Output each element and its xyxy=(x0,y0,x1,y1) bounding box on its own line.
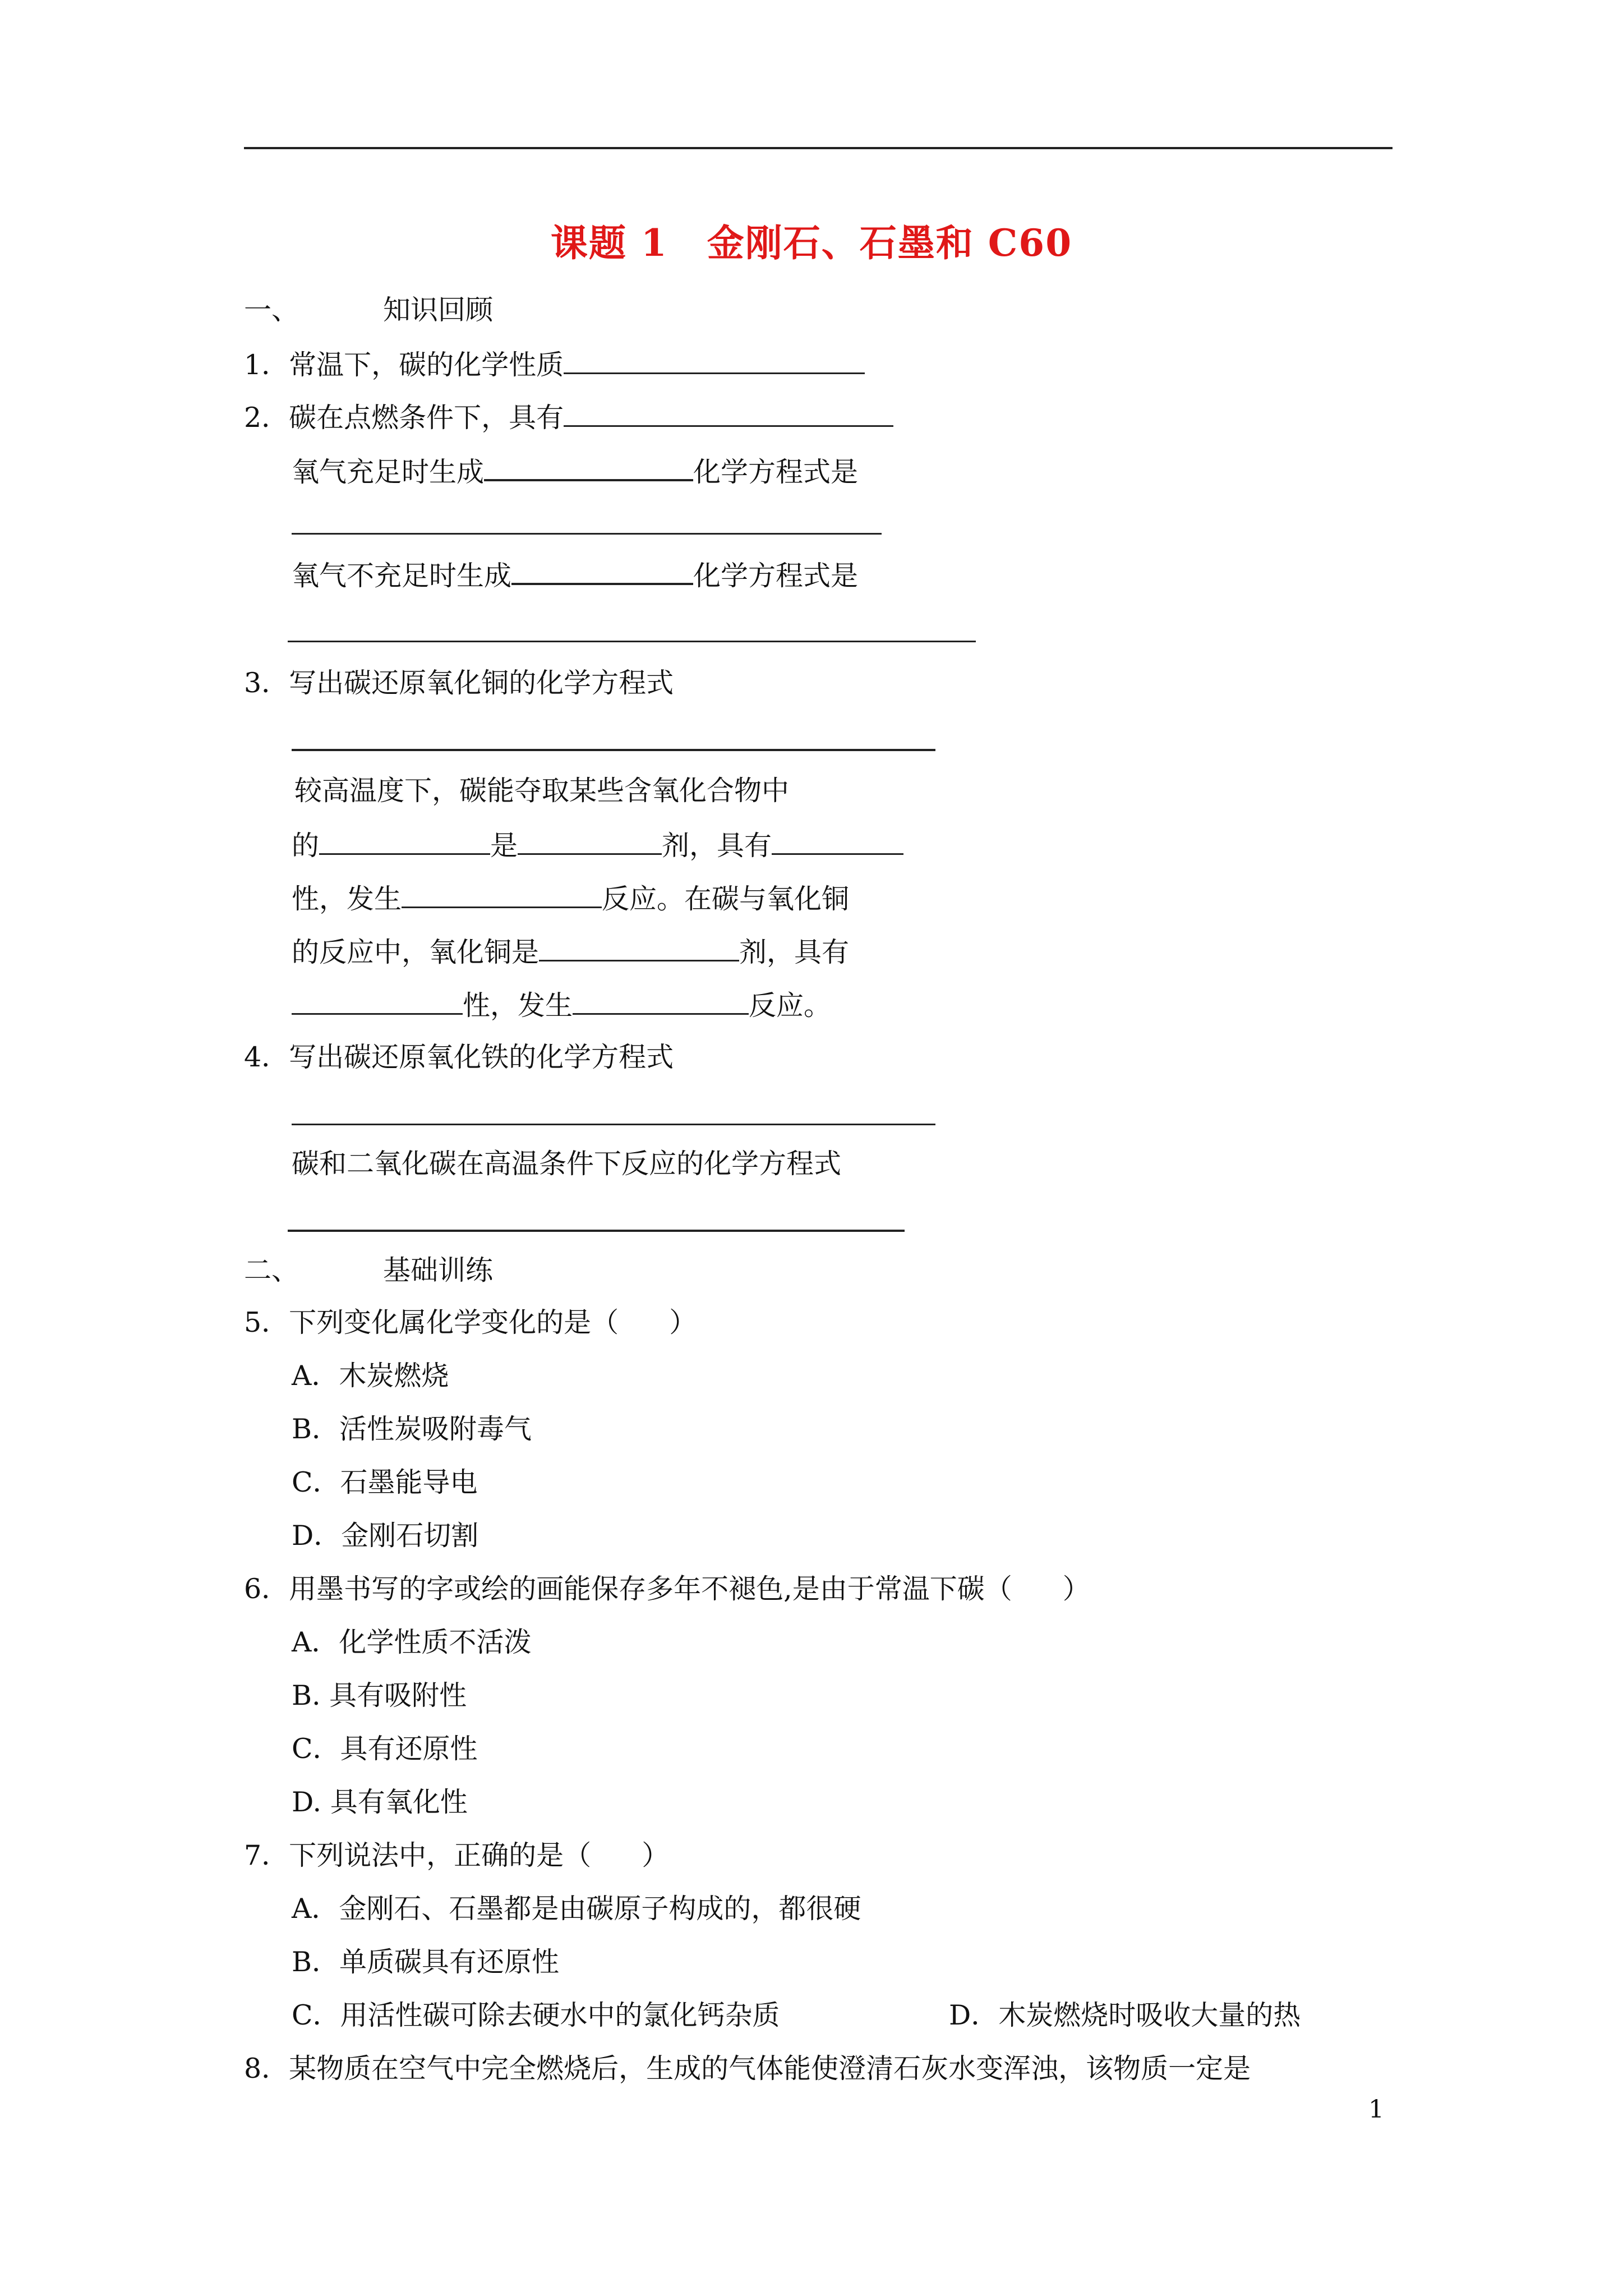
page-title xyxy=(0,213,1623,266)
answer-line[interactable] xyxy=(288,1230,905,1232)
option-6d[interactable] xyxy=(292,1786,468,1819)
answer-line[interactable] xyxy=(292,749,935,751)
question-text: 5．下列变化属化学变化的是（ xyxy=(244,1306,619,1338)
option-text: B．单质碳具有还原性 xyxy=(292,1946,560,1978)
question-text: 4．写出碳还原氧化铁的化学方程式 xyxy=(244,1041,674,1073)
answer-blank[interactable] xyxy=(539,934,739,961)
question-text: 1．常温下，碳的化学性质 xyxy=(244,349,564,381)
question-text: 氧气不充足时生成 xyxy=(292,560,512,592)
answer-blank[interactable] xyxy=(484,453,693,481)
option-7b[interactable] xyxy=(292,1945,559,1979)
page-number: 1 xyxy=(1368,2095,1384,2124)
question-8 xyxy=(244,2052,1251,2086)
answer-blank[interactable] xyxy=(518,827,662,855)
question-3-line-3 xyxy=(292,881,849,916)
question-1 xyxy=(244,347,865,382)
question-text: 剂，具有 xyxy=(739,936,850,968)
question-3-line-5 xyxy=(292,987,831,1023)
option-text: A．木炭燃烧 xyxy=(292,1360,449,1392)
question-text: 8．某物质在空气中完全燃烧后，生成的气体能使澄清石灰水变浑浊，该物质一定是 xyxy=(244,2053,1251,2085)
question-3-line-2 xyxy=(292,827,903,863)
section-heading-1 xyxy=(244,293,493,327)
answer-blank[interactable] xyxy=(511,557,693,585)
question-4-line-2 xyxy=(292,1147,841,1181)
answer-line[interactable] xyxy=(288,641,976,642)
option-text: B. 具有吸附性 xyxy=(292,1680,467,1711)
question-text: 性，发生 xyxy=(292,883,402,915)
section-number: 一、 xyxy=(244,294,299,326)
answer-line[interactable] xyxy=(292,533,882,535)
option-5d[interactable] xyxy=(292,1519,478,1553)
option-text: C．用活性碳可除去硬水中的氯化钙杂质 xyxy=(292,1999,780,2031)
answer-blank[interactable] xyxy=(772,827,903,855)
title-prefix: 课题 1 xyxy=(550,221,668,265)
question-text: 反应。在碳与氧化铜 xyxy=(602,883,850,915)
question-text: 7．下列说法中，正确的是（ xyxy=(244,1839,592,1871)
option-7a[interactable] xyxy=(292,1892,861,1926)
answer-blank[interactable] xyxy=(319,827,490,855)
answer-blank[interactable] xyxy=(564,399,893,427)
option-text: B．活性炭吸附毒气 xyxy=(292,1413,532,1445)
section-number: 二、 xyxy=(244,1254,299,1286)
question-6 xyxy=(244,1572,1090,1606)
option-6b[interactable] xyxy=(292,1679,467,1713)
question-text: 是 xyxy=(490,830,518,862)
question-text: 的 xyxy=(292,830,320,862)
question-text: 较高温度下，碳能夺取某些含氧化合物中 xyxy=(294,775,790,807)
question-text: 剂，具有 xyxy=(662,830,772,862)
question-text: 反应。 xyxy=(749,990,832,1022)
question-text: 的反应中，氧化铜是 xyxy=(292,936,540,968)
answer-blank[interactable] xyxy=(564,347,865,374)
question-text: 2．碳在点燃条件下，具有 xyxy=(244,402,564,434)
option-6a[interactable] xyxy=(292,1626,531,1659)
option-text: D．金刚石切割 xyxy=(292,1520,479,1552)
question-4 xyxy=(244,1041,674,1074)
answer-blank[interactable] xyxy=(292,987,463,1015)
question-text: ） xyxy=(1062,1573,1090,1605)
question-text: 3．写出碳还原氧化铜的化学方程式 xyxy=(244,667,674,699)
question-text: 氧气充足时生成 xyxy=(292,456,485,488)
answer-blank[interactable] xyxy=(573,987,749,1015)
question-5 xyxy=(244,1306,697,1340)
question-text: 性，发生 xyxy=(463,990,573,1022)
question-text: ） xyxy=(642,1839,670,1871)
section-label: 基础训练 xyxy=(383,1254,494,1286)
option-text: C．具有还原性 xyxy=(292,1733,478,1765)
answer-blank[interactable] xyxy=(402,881,602,908)
option-6c[interactable] xyxy=(292,1732,478,1766)
question-3-line-1 xyxy=(294,774,789,808)
question-3 xyxy=(244,666,674,700)
option-text: A．化学性质不活泼 xyxy=(292,1626,532,1658)
question-2-line-3 xyxy=(292,557,858,593)
question-text: ） xyxy=(669,1306,697,1338)
question-text: 化学方程式是 xyxy=(693,560,859,592)
section-heading-2 xyxy=(244,1254,493,1287)
option-7d[interactable] xyxy=(949,1999,1301,2032)
section-label: 知识回顾 xyxy=(383,294,494,326)
title-main: 金刚石、石墨和 C60 xyxy=(707,221,1073,265)
option-text: A．金刚石、石墨都是由碳原子构成的，都很硬 xyxy=(292,1893,861,1925)
question-3-line-4 xyxy=(292,934,849,969)
option-text: D．木炭燃烧时吸收大量的热 xyxy=(949,1999,1301,2031)
question-text: 6．用墨书写的字或绘的画能保存多年不褪色,是由于常温下碳（ xyxy=(244,1573,1012,1605)
option-7c[interactable] xyxy=(292,1999,780,2032)
option-5b[interactable] xyxy=(292,1412,532,1446)
question-7 xyxy=(244,1839,669,1872)
option-text: C．石墨能导电 xyxy=(292,1466,478,1498)
option-5a[interactable] xyxy=(292,1359,449,1393)
question-text: 碳和二氧化碳在高温条件下反应的化学方程式 xyxy=(292,1148,842,1180)
question-2-line-2 xyxy=(292,453,858,489)
option-text: D. 具有氧化性 xyxy=(292,1786,468,1818)
question-text: 化学方程式是 xyxy=(693,456,859,488)
question-2 xyxy=(244,399,893,435)
header-rule xyxy=(244,147,1393,149)
answer-line[interactable] xyxy=(292,1124,935,1125)
option-5c[interactable] xyxy=(292,1466,478,1499)
